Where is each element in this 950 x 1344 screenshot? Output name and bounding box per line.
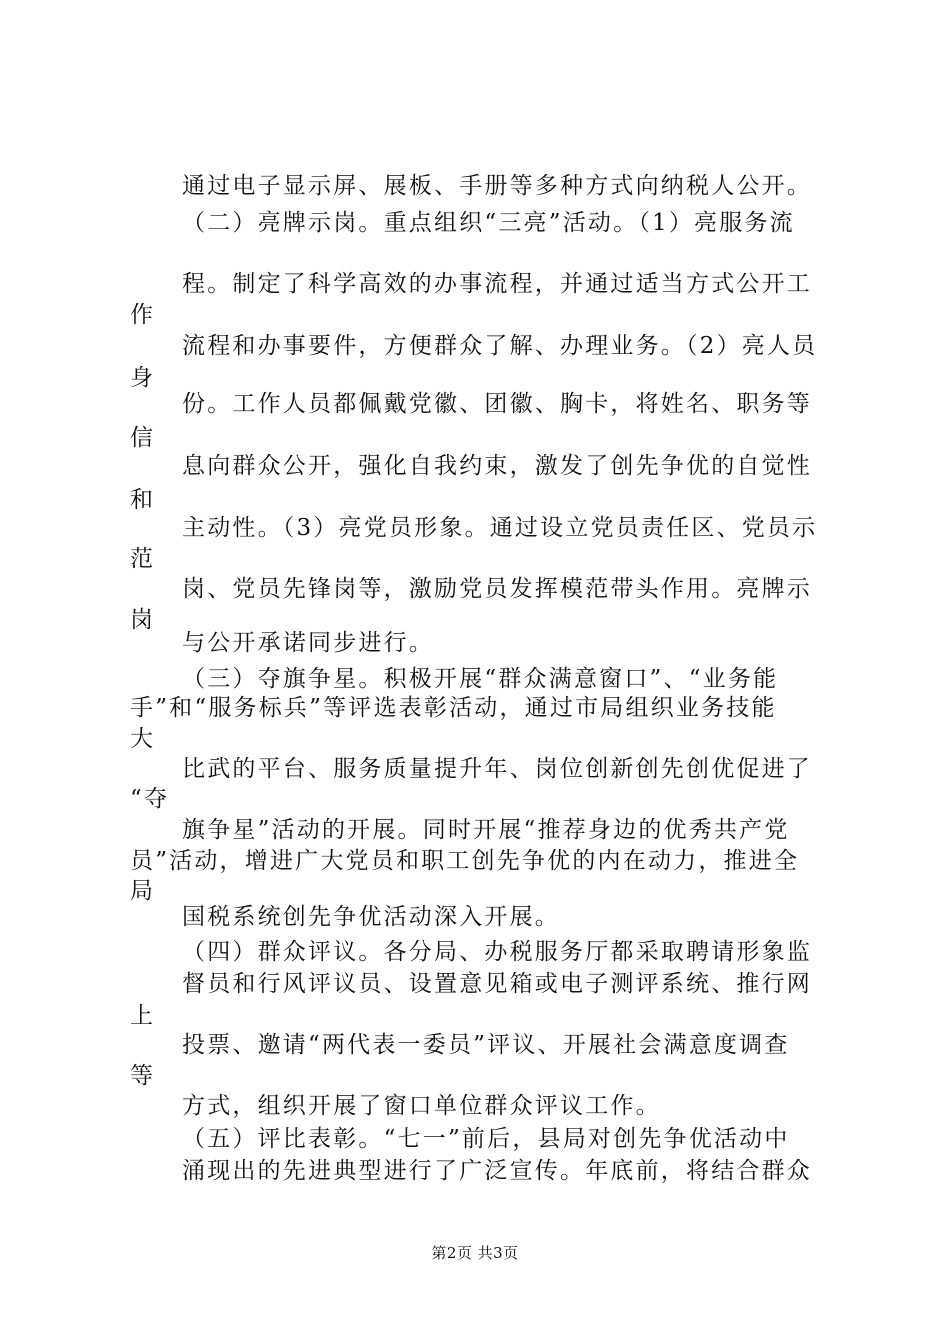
- text-line: （二）亮牌示岗。重点组织“三亮”活动。（1）亮服务流: [182, 210, 795, 236]
- text-line: 局: [130, 878, 156, 904]
- text-line: 份。工作人员都佩戴党徽、团徽、胸卡，将姓名、职务等: [182, 391, 812, 417]
- text-line: 投票、邀请“两代表一委员”评议、开展社会满意度调查: [182, 1032, 790, 1058]
- text-line: 息向群众公开，强化自我约束，激发了创先争优的自觉性: [182, 453, 812, 479]
- text-line: “夺: [130, 786, 170, 812]
- text-line: 流程和办事要件，方便群众了解、办理业务。（2）亮人员: [182, 333, 818, 359]
- text-line: 旗争星”活动的开展。同时开展“推荐身边的优秀共产党: [182, 817, 790, 843]
- text-line: 等: [130, 1063, 156, 1089]
- text-line: 比武的平台、服务质量提升年、岗位创新创先创优促进了: [182, 756, 812, 782]
- text-line: 与公开承诺同步进行。: [182, 630, 434, 656]
- text-line: 手”和“服务标兵”等评选表彰活动，通过市局组织业务技能: [130, 695, 777, 721]
- text-line: （三）夺旗争星。积极开展“群众满意窗口”、“业务能: [182, 666, 779, 692]
- text-line: 方式，组织开展了窗口单位群众评议工作。: [182, 1093, 661, 1119]
- text-line: （五）评比表彰。“七一”前后，县局对创先争优活动中: [182, 1126, 790, 1152]
- text-line: 涌现出的先进典型进行了广泛宣传。年底前，将结合群众: [182, 1158, 812, 1184]
- text-line: 岗、党员先锋岗等，激励党员发挥模范带头作用。亮牌示: [182, 576, 812, 602]
- text-line: 通过电子显示屏、展板、手册等多种方式向纳税人公开。: [182, 173, 812, 199]
- text-line: 范: [130, 546, 156, 572]
- text-line: 主动性。（3）亮党员形象。通过设立党员责任区、党员示: [182, 515, 818, 541]
- text-line: （四）群众评议。各分局、办税服务厅都采取聘请形象监: [182, 939, 812, 965]
- text-line: 信: [130, 425, 156, 451]
- page-footer: 第2页 共3页: [431, 1244, 519, 1262]
- text-line: 作: [130, 302, 156, 328]
- text-line: 大: [130, 726, 156, 752]
- text-line: 上: [130, 1003, 156, 1029]
- text-line: 国税系统创先争优活动深入开展。: [182, 904, 560, 930]
- text-line: 督员和行风评议员、设置意见箱或电子测评系统、推行网: [182, 971, 812, 997]
- text-line: 程。制定了科学高效的办事流程，并通过适当方式公开工: [182, 271, 812, 297]
- text-line: 员”活动，增进广大党员和职工创先争优的内在动力，推进全: [130, 848, 800, 874]
- text-line: 岗: [130, 607, 156, 633]
- text-line: 身: [130, 365, 156, 391]
- text-line: 和: [130, 487, 156, 513]
